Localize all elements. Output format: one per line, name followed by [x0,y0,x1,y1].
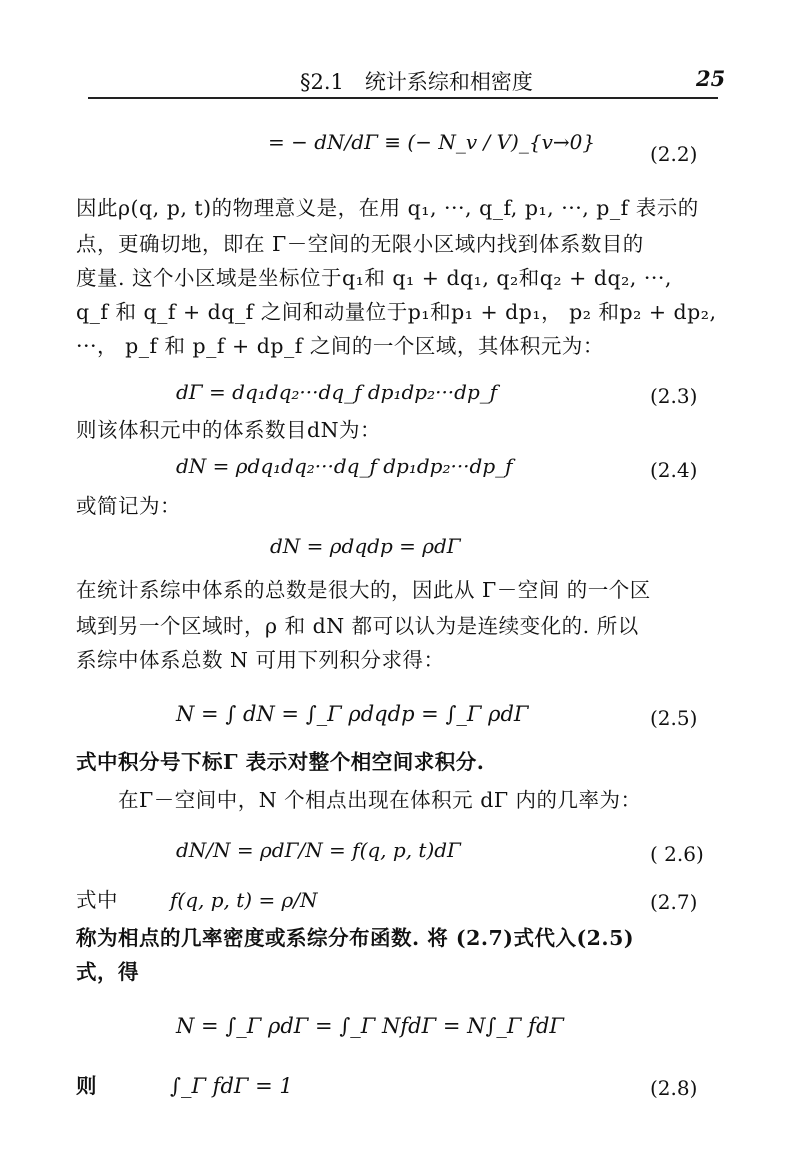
equation-2-5: N = ∫ dN = ∫_Γ ρdqdp = ∫_Γ ρdΓ [176,702,529,726]
page-number: 25 [696,66,726,91]
paragraph-line: ···， p_f 和 p_f + dp_f 之间的一个区域，其体积元为： [76,334,604,358]
paragraph-line: 式，得 [76,960,139,984]
equation-number-2-4: (2.4) [650,458,698,482]
equation-number-2-8: (2.8) [650,1076,698,1100]
equation-short: dN = ρdqdp = ρdΓ [270,534,461,558]
paragraph-line: 则该体积元中的体系数目dN为： [76,418,382,442]
header-rule [88,97,718,99]
equation-number-2-2: (2.2) [650,142,698,166]
running-header-title: §2.1 统计系综和相密度 [300,70,533,94]
paragraph-line: 点，更确切地，即在 Γ－空间的无限小区域内找到体系数目的 [76,232,644,256]
equation-2-6: dN/N = ρdΓ/N = f(q, p, t)dΓ [176,838,461,862]
paragraph-line: 度量. 这个小区域是坐标位于q₁和 q₁ + dq₁, q₂和q₂ + dq₂, ···, [76,266,672,290]
equation-number-2-5: (2.5) [650,706,698,730]
equation-2-4: dN = ρdq₁dq₂···dq_f dp₁dp₂···dp_f [176,454,513,478]
paragraph-line: 在Γ－空间中，N 个相点出现在体积元 dΓ 内的几率为： [118,788,642,812]
paragraph-line: 系综中体系总数 N 可用下列积分求得： [76,648,445,672]
equation-label: 式中 [76,888,118,912]
equation-normalization: N = ∫_Γ ρdΓ = ∫_Γ NfdΓ = N∫_Γ fdΓ [176,1014,564,1038]
paragraph-line: 在统计系综中体系的总数是很大的，因此从 Γ－空间 的一个区 [76,578,651,602]
equation-2-2: = − dN/dΓ ≡ (− N_v / V)_{v→0} [268,130,596,154]
paragraph-line: 或简记为： [76,494,181,518]
equation-2-3: dΓ = dq₁dq₂···dq_f dp₁dp₂···dp_f [176,380,498,404]
equation-2-8: ∫_Γ fdΓ = 1 [170,1074,293,1098]
paragraph-line: 式中积分号下标Γ 表示对整个相空间求积分. [76,750,485,774]
paragraph-line: 因此ρ(q, p, t)的物理意义是，在用 q₁, ···, q_f, p₁, ···, p_f 表示的 [76,196,699,220]
paragraph-line: 称为相点的几率密度或系综分布函数. 将 (2.7)式代入(2.5) [76,926,635,950]
equation-label: 则 [76,1074,97,1098]
paragraph-line: q_f 和 q_f + dq_f 之间和动量位于p₁和p₁ + dp₁， p₂ 和p₂ + dp₂, [76,300,717,324]
equation-number-2-6: ( 2.6) [650,842,704,866]
equation-number-2-7: (2.7) [650,890,698,914]
equation-number-2-3: (2.3) [650,384,698,408]
paragraph-line: 域到另一个区域时，ρ 和 dN 都可以认为是连续变化的. 所以 [76,614,639,638]
equation-2-7: f(q, p, t) = ρ/N [170,888,318,912]
